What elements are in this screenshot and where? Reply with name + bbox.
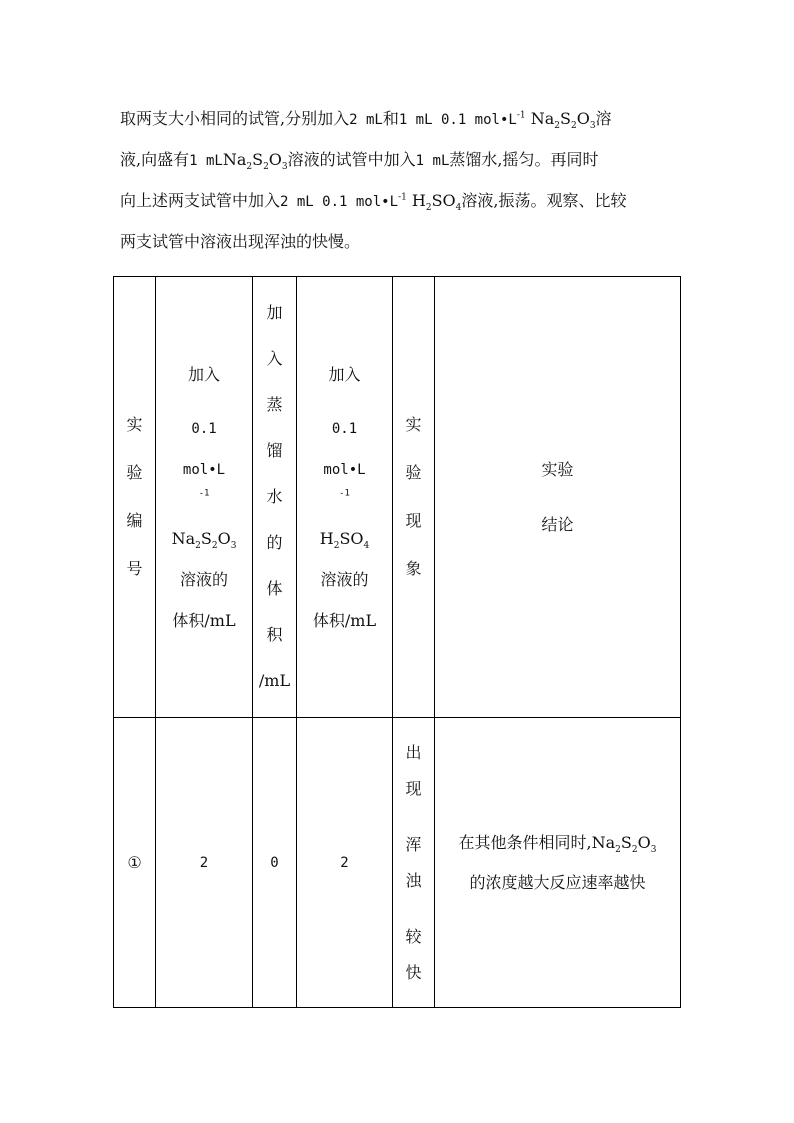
header-water-volume: 加 入 蒸 馏 水 的 体 积 /mL [253,277,297,718]
header-conclusion: 实验 结论 [435,277,681,718]
header-na2s2o3-volume: 加入 0.1 mol•L $^{-1}$ $Na_2S_2O_3$ 溶液的 体积/mL [156,277,253,718]
paragraph-line-4: 两支试管中溶液出现浑浊的快慢。 [120,232,361,251]
header-na2s2o3-unit: mol•L $^{-1}$ [182,461,226,498]
row1-conclusion-formula: $Na_2S_2O_3$ [591,832,657,855]
instruction-paragraph [120,98,690,262]
header-na2s2o3-formula: $Na_2S_2O_3$ [171,528,237,551]
header-h2so4-unit: mol•L $^{-1}$ [323,461,366,498]
row1-phenomenon: 出 现 浑 浊 较 快 [393,718,435,1008]
paragraph-line-1: 取两支大小相同的试管,分别加入2 mL和1 mL 0.1 $mol•L^{-1}$ $Na_2S_2O_3$溶 [120,109,612,132]
table-row [114,718,681,1008]
paragraph-line-2: 液,向盛有1 $mLNa_2S_2O_3$溶液的试管中加入1 mL蒸馏水,摇匀。再同时 [120,150,599,173]
header-h2so4-volume: 加入 0.1 mol•L $^{-1}$ $H_2SO_4$ 溶液的 体积/mL [297,277,393,718]
row1-h2so4-volume: 2 [297,718,393,1008]
header-h2so4-formula: $H_2SO_4$ [319,528,370,551]
experiment-table [113,276,681,1008]
row1-id: ① [114,718,156,1008]
header-experiment-number: 实 验 编 号 [114,277,156,718]
header-phenomenon: 实 验 现 象 [393,277,435,718]
paragraph-line-3: 向上述两支试管中加入2 mL 0.1 $mol•L^{-1}$ $H_2SO_4$溶液,振荡。观察、比较 [120,191,627,214]
row1-conclusion: 在其他条件相同时$,Na_2S_2O_3$ 的浓度越大反应速率越快 [435,718,681,1008]
row1-water-volume: 0 [253,718,297,1008]
table-header-row [114,277,681,718]
row1-na2s2o3-volume: 2 [156,718,253,1008]
